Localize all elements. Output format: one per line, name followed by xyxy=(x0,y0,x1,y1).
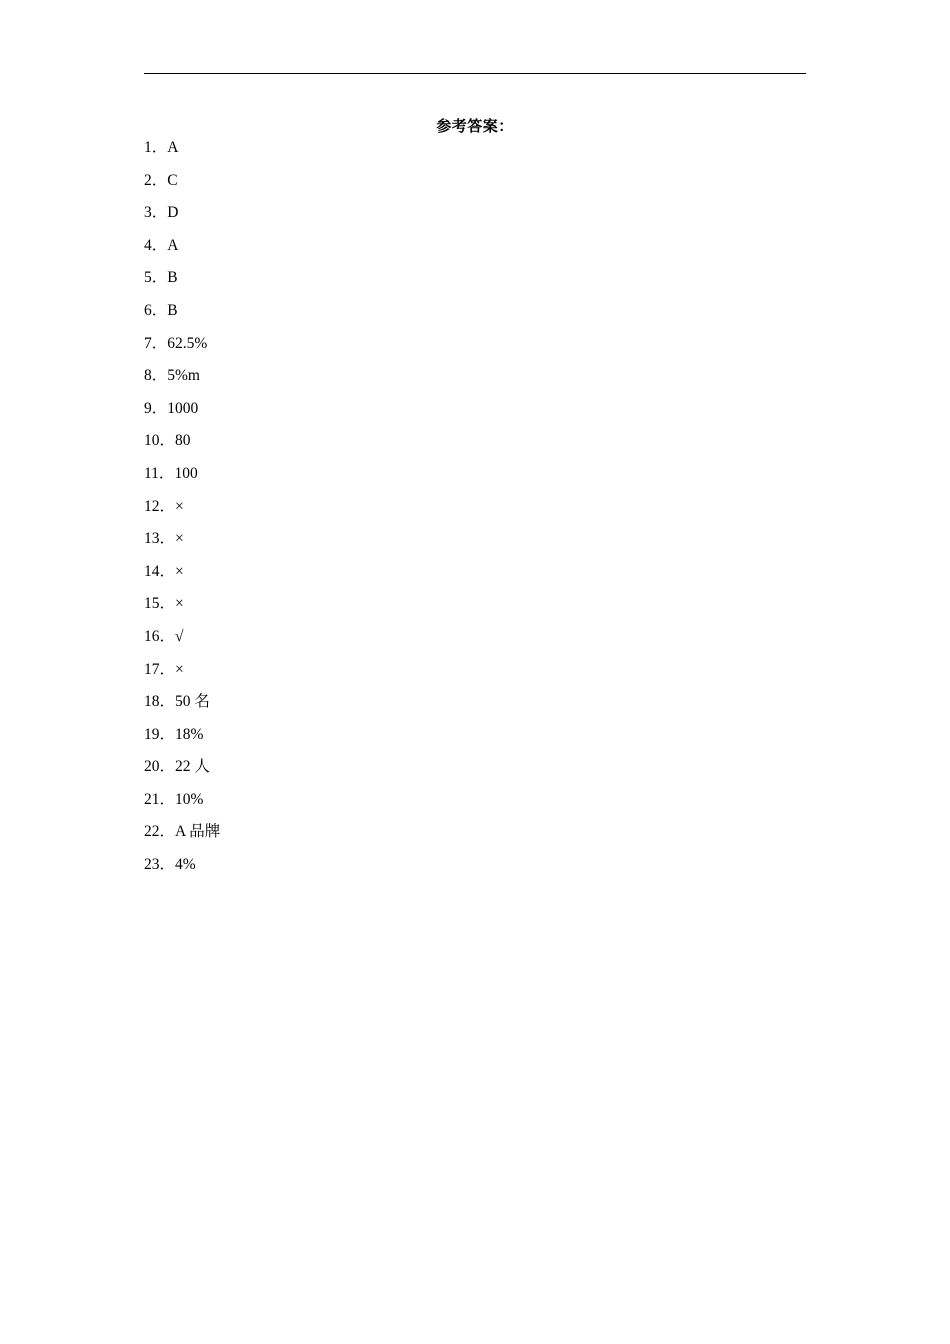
list-item xyxy=(144,463,220,496)
answer-number: 2． xyxy=(144,171,168,189)
list-item xyxy=(144,496,220,529)
answer-number: 15． xyxy=(144,595,176,613)
answer-value: B xyxy=(167,269,178,287)
list-item xyxy=(144,300,220,333)
answer-value: × xyxy=(175,497,184,515)
list-item xyxy=(144,659,220,692)
answer-value: 80 xyxy=(175,432,191,450)
answer-value: 10% xyxy=(175,790,204,808)
answer-value: 62.5% xyxy=(167,334,208,352)
answer-number: 23． xyxy=(144,856,176,874)
answer-value: 100 xyxy=(174,464,198,482)
answer-number: 19． xyxy=(144,725,176,743)
answer-number: 20． xyxy=(144,758,176,776)
answer-number: 7． xyxy=(144,334,168,352)
answer-value: × xyxy=(175,595,184,613)
answer-number: 4． xyxy=(144,236,168,254)
answer-number: 6． xyxy=(144,301,168,319)
list-item xyxy=(144,724,220,757)
answer-value: C xyxy=(167,171,178,189)
list-item xyxy=(144,398,220,431)
list-item xyxy=(144,528,220,561)
list-item xyxy=(144,333,220,366)
answer-value: 18% xyxy=(175,725,204,743)
answer-number: 10． xyxy=(144,432,176,450)
answer-value: A xyxy=(167,139,179,156)
list-item xyxy=(144,235,220,268)
answer-number: 1． xyxy=(144,139,168,156)
answer-value: 5%m xyxy=(167,367,200,385)
list-item xyxy=(144,593,220,626)
answer-number: 9． xyxy=(144,399,168,417)
list-item xyxy=(144,170,220,203)
list-item xyxy=(144,756,220,789)
list-item xyxy=(144,691,220,724)
answer-value: × xyxy=(175,660,184,678)
answer-number: 3． xyxy=(144,204,168,222)
answer-value: D xyxy=(167,204,179,222)
page-title: 参考答案： xyxy=(436,117,514,135)
list-item xyxy=(144,854,220,887)
answer-value: × xyxy=(175,530,184,548)
list-item xyxy=(144,267,220,300)
answer-number: 16． xyxy=(144,627,176,645)
answer-value: 4% xyxy=(175,856,196,874)
answer-number: 8． xyxy=(144,367,168,385)
header-rule xyxy=(144,73,806,74)
answer-value: A 品牌 xyxy=(175,823,221,841)
answer-value: √ xyxy=(175,627,184,645)
answer-number: 11． xyxy=(144,464,175,482)
list-item xyxy=(144,626,220,659)
answer-number: 18． xyxy=(144,693,176,711)
answer-number: 14． xyxy=(144,562,176,580)
answer-value: 50 名 xyxy=(175,693,210,711)
answer-value: B xyxy=(167,301,178,319)
answer-number: 21． xyxy=(144,790,176,808)
list-item xyxy=(144,821,220,854)
answer-value: × xyxy=(175,562,184,580)
answer-number: 13． xyxy=(144,530,176,548)
list-item xyxy=(144,137,220,170)
answer-number: 17． xyxy=(144,660,176,678)
answer-number: 12． xyxy=(144,497,176,515)
list-item xyxy=(144,561,220,594)
list-item xyxy=(144,202,220,235)
answer-list xyxy=(144,137,220,887)
answer-value: 1000 xyxy=(167,399,199,417)
list-item xyxy=(144,430,220,463)
answer-value: 22 人 xyxy=(175,758,210,776)
list-item xyxy=(144,789,220,822)
list-item xyxy=(144,365,220,398)
answer-number: 22． xyxy=(144,823,176,841)
answer-number: 5． xyxy=(144,269,168,287)
answer-value: A xyxy=(167,236,179,254)
